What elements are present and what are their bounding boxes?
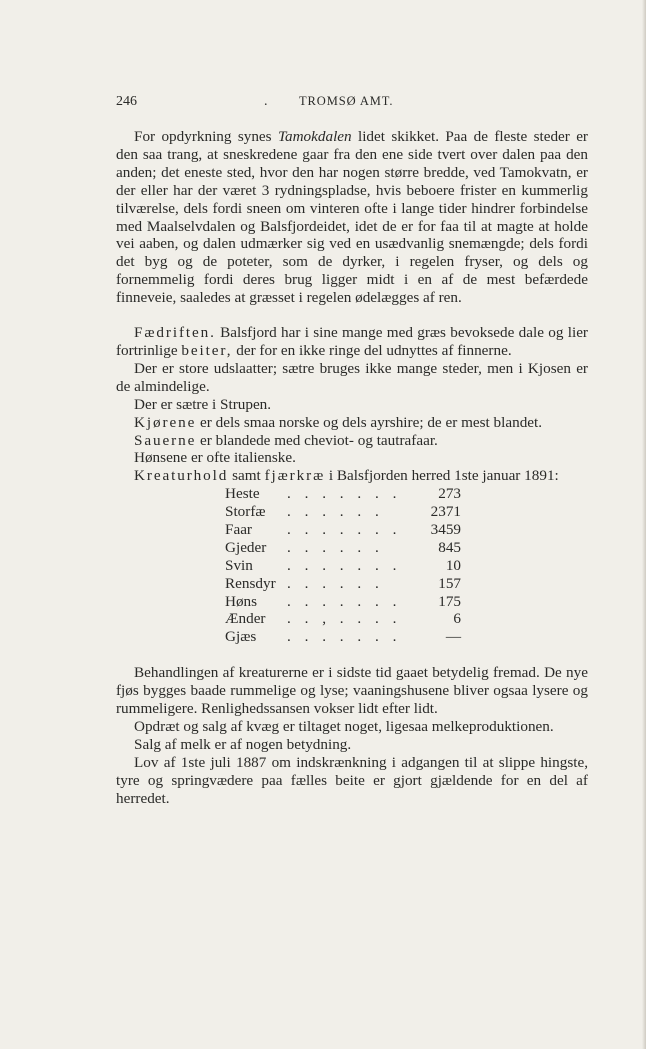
animal-count: 2371 bbox=[430, 503, 461, 521]
leader-dots: . . . . . . bbox=[287, 574, 384, 592]
leader-dots: . . . . . . bbox=[287, 538, 384, 556]
text-span: For opdyrkning synes bbox=[134, 128, 278, 145]
page-header bbox=[116, 94, 596, 114]
animal-count: 6 bbox=[453, 610, 461, 628]
animal-count: — bbox=[445, 628, 461, 646]
livestock-table bbox=[225, 485, 461, 646]
animal-label: Ænder bbox=[225, 610, 266, 628]
page-edge bbox=[642, 0, 646, 1049]
paragraph-faedriften bbox=[116, 324, 588, 360]
animal-label: Storfæ bbox=[225, 503, 266, 521]
table-row bbox=[225, 593, 461, 611]
emphasis: Kjørene bbox=[134, 413, 197, 431]
animal-label: Høns bbox=[225, 592, 258, 610]
leader-dots: . . , . . . . bbox=[287, 610, 402, 628]
paragraph-salg: Salg af melk er af nogen betydning. bbox=[134, 735, 352, 753]
leader-dots: . . . . . . . bbox=[287, 521, 402, 538]
animal-label: Gjeder bbox=[225, 538, 267, 556]
place-name-italic: Tamokdalen bbox=[277, 128, 352, 145]
table-row bbox=[225, 557, 461, 575]
leader-dots: . . . . . . . bbox=[287, 628, 402, 646]
animal-count: 157 bbox=[438, 574, 461, 592]
emphasis: Sauerne bbox=[134, 431, 197, 449]
paragraph-sauerne bbox=[116, 432, 588, 450]
animal-count: 10 bbox=[445, 556, 461, 574]
table-row bbox=[225, 575, 461, 593]
paragraph-lov: Lov af 1ste juli 1887 om indskrænkning i adgangen til at slippe hingste, tyre og springvædere paa fælles beite er gjort gjældende for en del af herredet. bbox=[116, 753, 588, 807]
leader-dots: . . . . . . . bbox=[287, 592, 402, 610]
text-span: lidet skikket. Paa de fleste steder er den saa trang, at sneskredene gaar fra den ene side tvert over dalen paa den anden; det eneste sted, hvor den har nogen større bredde, ved Tamokvatn, er der eller har der været 3 rydningspladse, hvis beboere frister en kummerlig tilværelse, dels fordi sneen om vinteren ofte i lange tider hindrer forbindelse med Maalselvdalen og Balsfjordeidet, idet de er for faa til at magte at holde vei aaben, og dalen udmærker sig ved en usædvanlig snemængde; dels fordi det byg og de poteter, som de dyrker, i regelen fryser, og dels og fornemmelig fordi deres brug ligger midt i en af de mest befærdede finneveie, saaledes at græsset i regelen ødelægges af ren. bbox=[116, 128, 588, 307]
animal-label: Gjæs bbox=[225, 628, 257, 646]
table-row bbox=[225, 485, 461, 503]
leader-dots: . . . . . . . bbox=[287, 485, 402, 503]
table-row bbox=[225, 628, 461, 646]
table-row bbox=[225, 521, 461, 539]
paragraph-saetre: Der er sætre i Strupen. bbox=[134, 395, 272, 413]
text-span: i Balsfjorden herred 1ste januar 1891: bbox=[325, 467, 559, 485]
animal-count: 273 bbox=[438, 485, 461, 503]
leader-dots: . . . . . . bbox=[287, 503, 384, 521]
page-body bbox=[116, 128, 588, 807]
animal-label: Heste bbox=[225, 485, 260, 503]
header-dot: . bbox=[264, 94, 268, 109]
running-title: TROMSØ AMT. bbox=[299, 94, 394, 108]
paragraph-udslaatter: Der er store udslaatter; sætre bruges ikke mange steder, men i Kjosen er de almindelige. bbox=[116, 359, 588, 395]
paragraph-kjorene bbox=[116, 414, 588, 432]
animal-count: 175 bbox=[438, 592, 461, 610]
table-row bbox=[225, 610, 461, 628]
table-row bbox=[225, 539, 461, 557]
table-row bbox=[225, 503, 461, 521]
emphasis: Kreaturhold bbox=[134, 467, 229, 485]
paragraph-tamokdalen bbox=[116, 128, 588, 307]
animal-label: Faar bbox=[225, 521, 252, 538]
paragraph-opdraet: Opdræt og salg af kvæg er tiltaget noget, ligesaa melkeproduktionen. bbox=[134, 717, 554, 735]
text-span: er blandede med cheviot- og tautrafaar. bbox=[196, 431, 438, 449]
emphasis: fjærkræ bbox=[264, 467, 326, 485]
paragraph-behandlingen: Behandlingen af kreaturerne er i sidste tid gaaet betydelig fremad. De nye fjøs bygges baade rummelige og lyse; vaaningshusene bliver ogsaa lysere og rummeligere. Renlighedssansen vokser lidt efter lidt. bbox=[116, 664, 588, 718]
animal-count: 3459 bbox=[430, 521, 461, 538]
page-number: 246 bbox=[116, 94, 137, 109]
text-span: er dels smaa norske og dels ayrshire; de er mest blandet. bbox=[196, 413, 543, 431]
animal-label: Rensdyr bbox=[225, 574, 276, 592]
paragraph-honsene: Hønsene er ofte italienske. bbox=[134, 449, 296, 467]
animal-count: 845 bbox=[438, 538, 461, 556]
emphasis: beiter, bbox=[181, 341, 233, 359]
animal-label: Svin bbox=[225, 556, 253, 574]
text-span: der for en ikke ringe del udnyttes af finnerne. bbox=[232, 341, 512, 359]
section-heading: Fædriften. bbox=[134, 324, 216, 342]
leader-dots: . . . . . . . bbox=[287, 556, 402, 574]
text-span: Balsfjord har i sine mange med græs bevoksede dale og lier fortrinlige bbox=[116, 324, 588, 359]
paragraph-kreaturhold bbox=[116, 467, 588, 485]
text-span: samt bbox=[228, 467, 265, 485]
